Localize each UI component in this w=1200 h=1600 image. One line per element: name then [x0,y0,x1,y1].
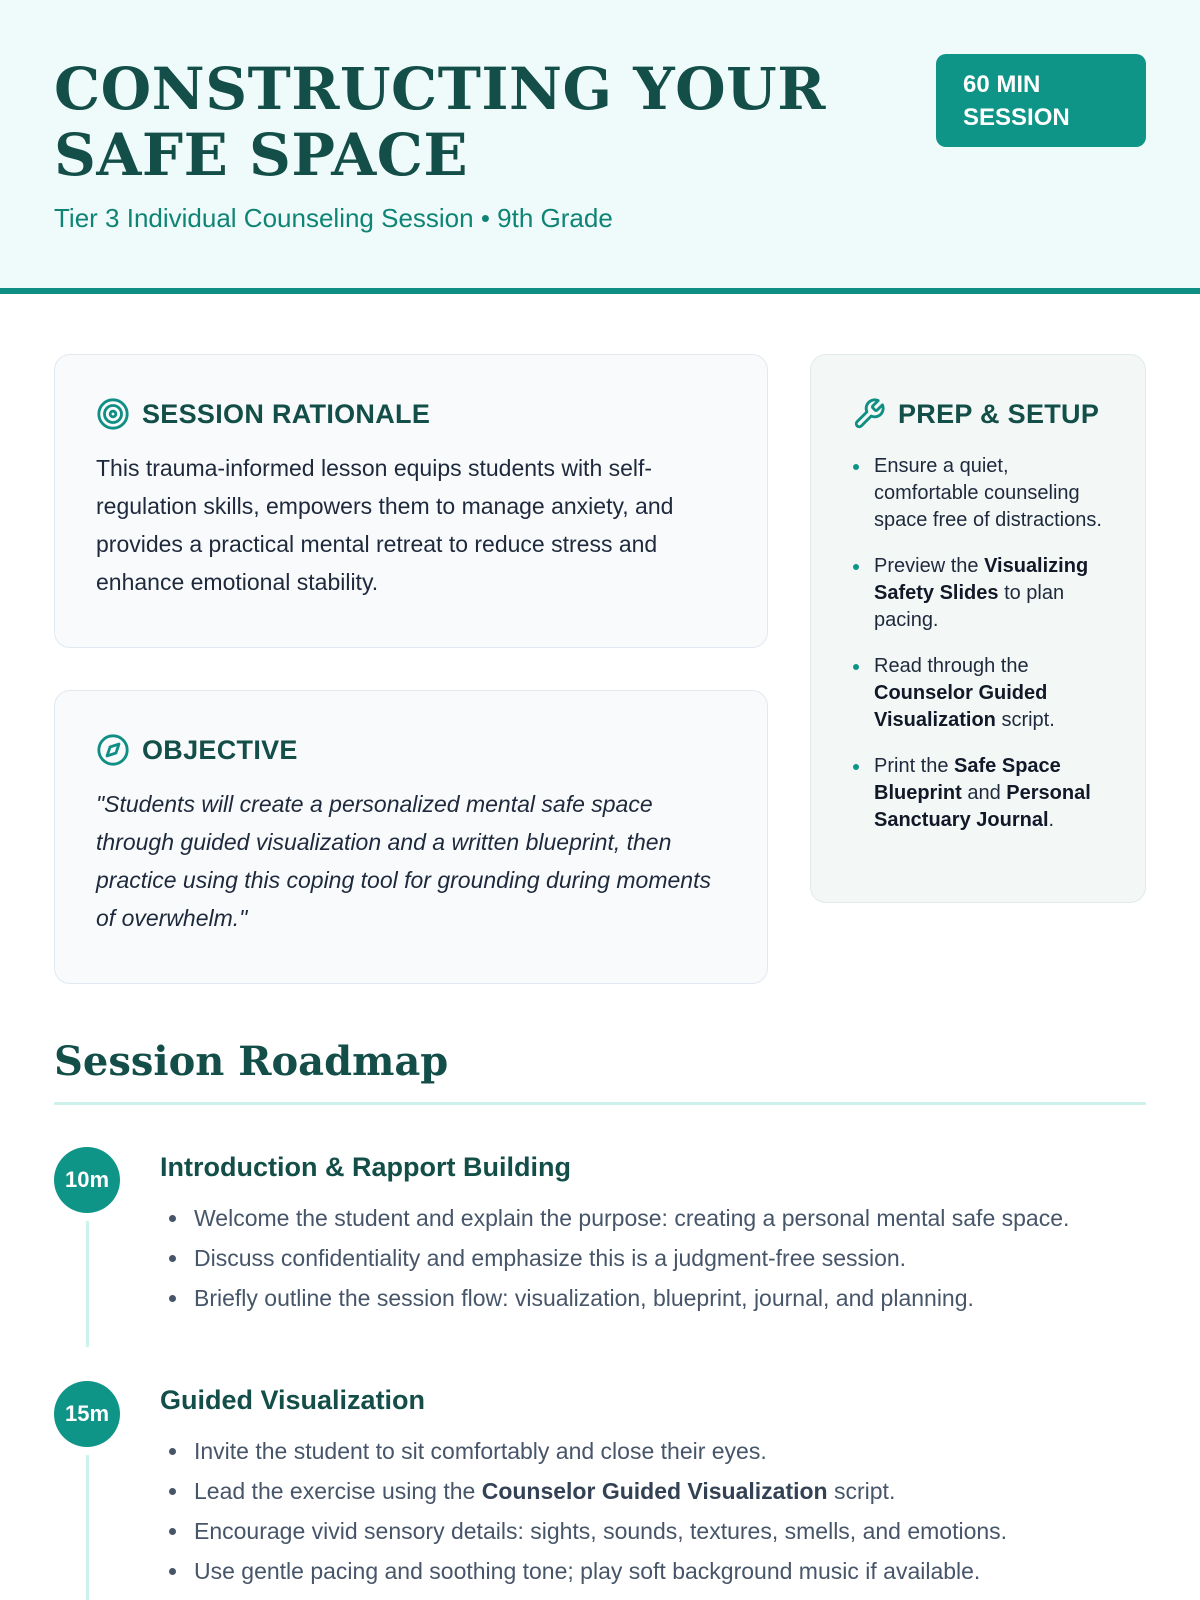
step-title: Introduction & Rapport Building [160,1152,571,1182]
step-title: Guided Visualization [160,1385,426,1415]
objective-text: "Students will create a personalized mental safe space through guided visualization and a written blueprint, then practice using this coping tool for grounding during moments of overwhelm." [96,791,711,931]
roadmap-title: Session Roadmap [54,1038,449,1085]
prep-item: Ensure a quiet, comfortable counseling space free of distractions. [852,453,1112,534]
prep-item: Read through the Counselor Guided Visualization script. [852,653,1112,734]
roadmap-divider [54,1102,1146,1105]
step-bullet: Briefly outline the session flow: visualization, blueprint, journal, and planning. [160,1278,1150,1318]
objective-title: OBJECTIVE [142,734,298,765]
step-bullet: Lead the exercise using the Counselor Guided Visualization script. [160,1471,1150,1511]
prep-card [810,354,1146,903]
step-duration-badge: 15m [54,1381,120,1447]
compass-icon [96,733,130,767]
page-title: CONSTRUCTING YOUR SAFE SPACE [54,55,826,189]
page-header [0,0,1200,294]
session-duration-badge: 60 MIN SESSION [936,54,1146,147]
page-subtitle: Tier 3 Individual Counseling Session • 9th Grade [54,203,613,233]
step-duration-badge: 10m [54,1147,120,1213]
prep-list [852,453,1112,853]
rationale-header [96,397,430,431]
rationale-text: This trauma-informed lesson equips students with self-regulation skills, empowers them to manage anxiety, and provides a practical mental retreat to reduce stress and enhance emotional stability. [96,455,674,595]
step-bullets [160,1431,1150,1591]
rationale-title: SESSION RATIONALE [142,398,431,429]
step-bullet: Discuss confidentiality and emphasize this is a judgment-free session. [160,1238,1150,1278]
step-bullets [160,1198,1150,1318]
wrench-icon [852,397,886,431]
prep-title: PREP & SETUP [898,398,1100,429]
rationale-card [54,354,768,648]
prep-item: Print the Safe Space Blueprint and Personal Sanctuary Journal. [852,753,1112,834]
prep-header [852,397,1099,431]
target-icon [96,397,130,431]
step-bullet: Use gentle pacing and soothing tone; play soft background music if available. [160,1551,1150,1591]
step-bullet: Encourage vivid sensory details: sights, sounds, textures, smells, and emotions. [160,1511,1150,1551]
objective-card [54,690,768,984]
timeline-line [86,1221,89,1347]
objective-header [96,733,298,767]
timeline-line [86,1455,89,1600]
prep-item: Preview the Visualizing Safety Slides to plan pacing. [852,553,1112,634]
step-bullet: Invite the student to sit comfortably and close their eyes. [160,1431,1150,1471]
step-bullet: Welcome the student and explain the purpose: creating a personal mental safe space. [160,1198,1150,1238]
